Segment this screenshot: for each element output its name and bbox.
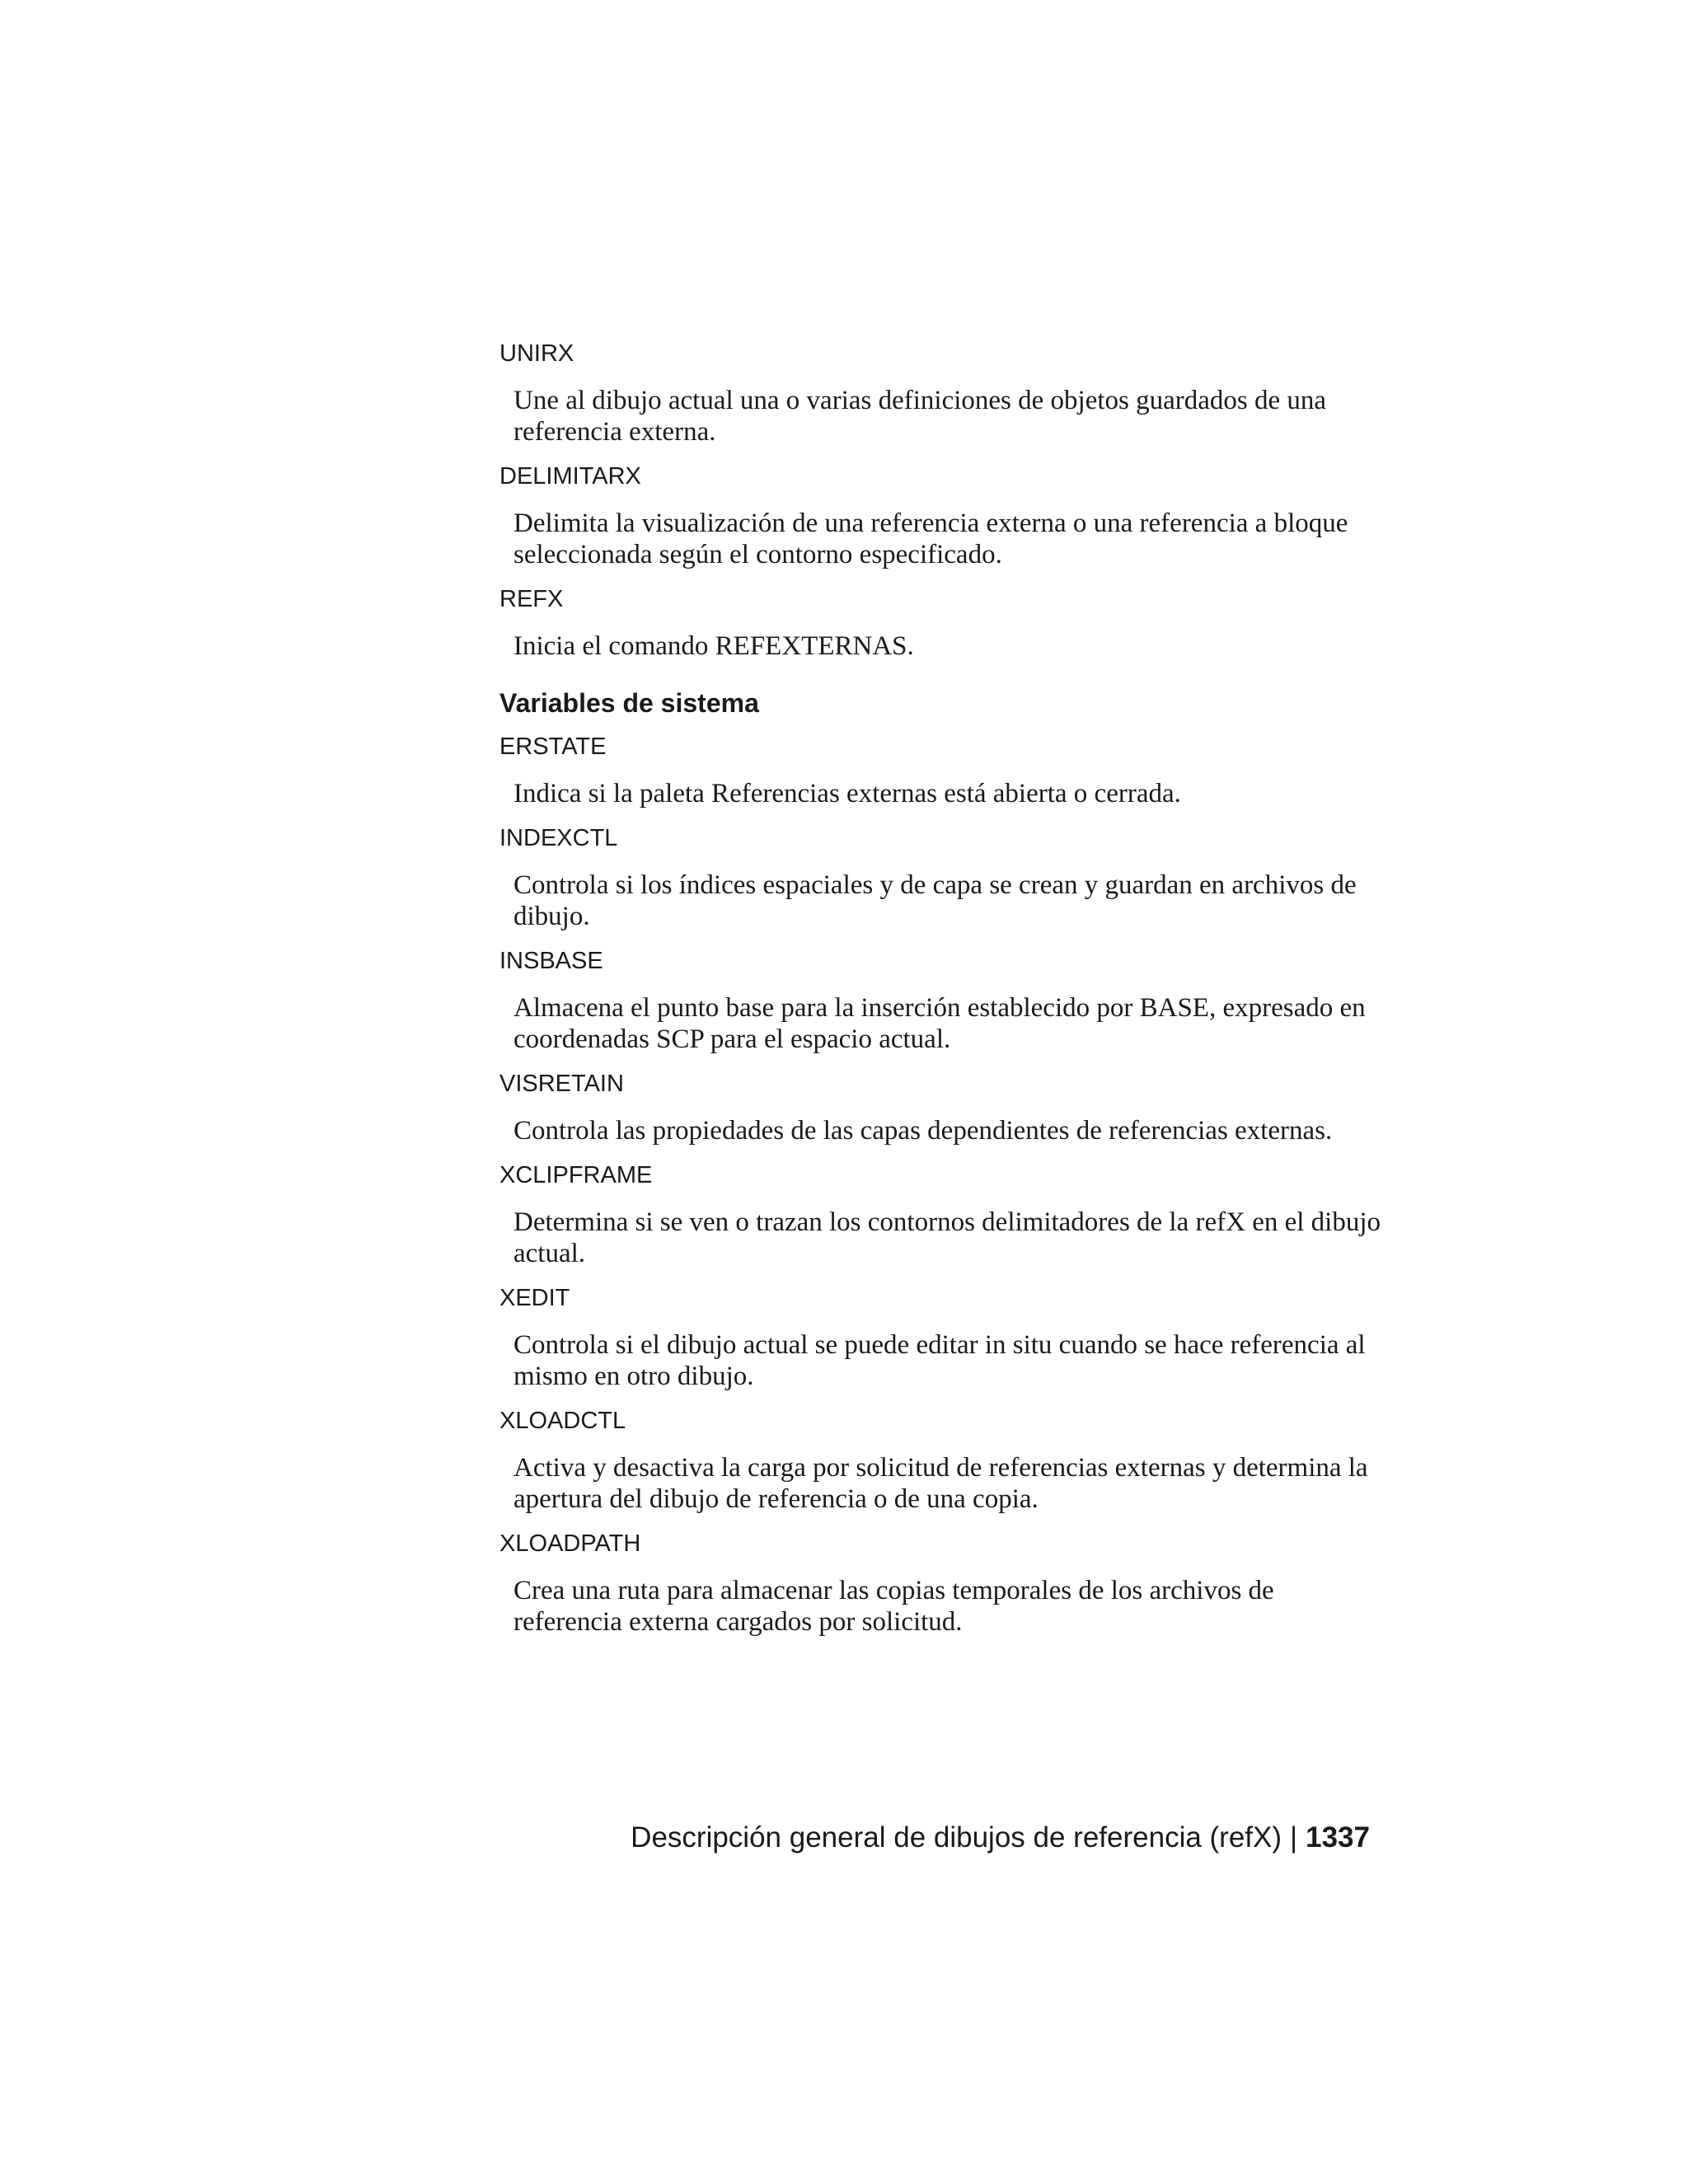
footer-title: Descripción general de dibujos de referencia (refX) [631, 1821, 1282, 1854]
page-footer [631, 1820, 1370, 1856]
variable-term: XEDIT [499, 1285, 570, 1311]
variable-term: ERSTATE [499, 733, 607, 760]
variable-description: Determina si se ven o trazan los contornos delimitadores de la refX en el dibujo actual. [513, 1207, 1381, 1268]
command-term: DELIMITARX [499, 463, 641, 490]
variable-term: XCLIPFRAME [499, 1162, 653, 1188]
page-content [499, 338, 1381, 1651]
variable-description: Crea una ruta para almacenar las copias temporales de los archivos de referencia externa cargados por solicitud. [513, 1576, 1274, 1637]
variable-description: Controla si el dibujo actual se puede editar in situ cuando se hace referencia al mismo en otro dibujo. [513, 1330, 1366, 1391]
page-number: 1337 [1306, 1821, 1370, 1854]
section-heading-system-variables: Variables de sistema [499, 688, 759, 718]
variable-description: Activa y desactiva la carga por solicitud de referencias externas y determina la apertura del dibujo de referencia o de una copia. [513, 1453, 1368, 1514]
command-description: Delimita la visualización de una referencia externa o una referencia a bloque seleccionada según el contorno especificado. [513, 509, 1348, 569]
variable-term: INDEXCTL [499, 825, 618, 851]
command-term: REFX [499, 586, 564, 612]
footer-separator: | [1290, 1821, 1298, 1854]
variable-description: Almacena el punto base para la inserción establecido por BASE, expresado en coordenadas SCP para el espacio actual. [513, 993, 1366, 1054]
system-variables-list [499, 731, 1381, 1638]
variable-term: XLOADPATH [499, 1530, 641, 1557]
variable-description: Controla las propiedades de las capas dependientes de referencias externas. [513, 1116, 1333, 1146]
variable-term: VISRETAIN [499, 1071, 624, 1097]
variable-term: INSBASE [499, 948, 603, 974]
commands-list [499, 338, 1381, 662]
command-term: UNIRX [499, 340, 574, 367]
variable-description: Indica si la paleta Referencias externas está abierta o cerrada. [513, 779, 1181, 808]
command-description: Inicia el comando REFEXTERNAS. [513, 631, 914, 661]
command-description: Une al dibujo actual una o varias definiciones de objetos guardados de una referencia externa. [513, 386, 1327, 447]
variable-description: Controla si los índices espaciales y de capa se crean y guardan en archivos de dibujo. [513, 870, 1357, 931]
variable-term: XLOADCTL [499, 1408, 626, 1434]
